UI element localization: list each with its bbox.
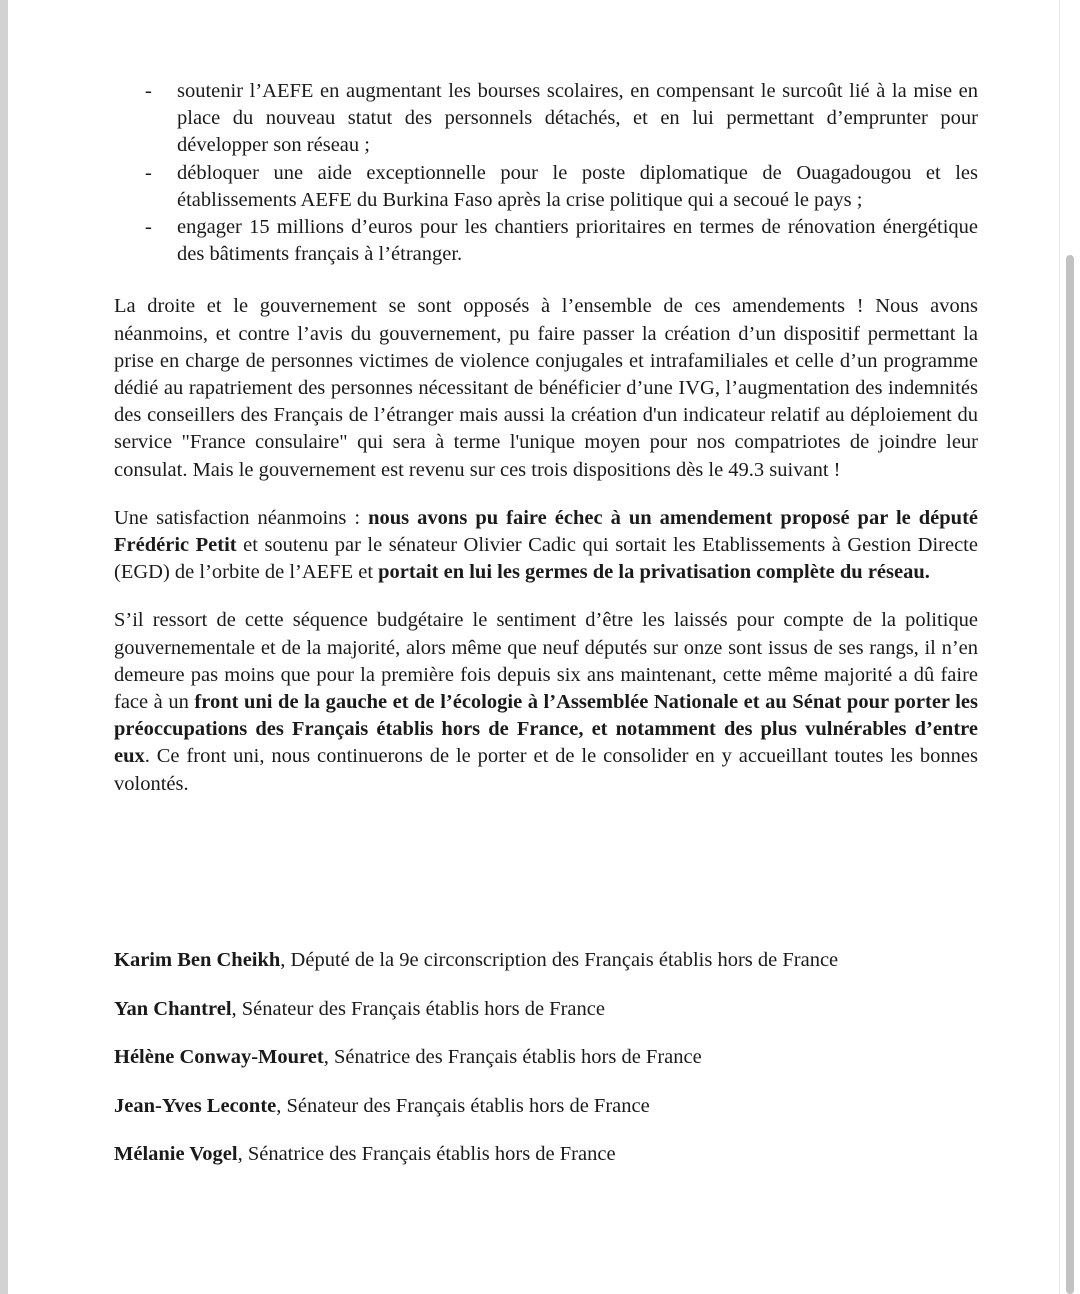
signatory-name: Yan Chantrel — [114, 997, 232, 1020]
signature-block — [114, 947, 978, 1190]
signatory-title: , Député de la 9e circonscription des Français établis hors de France — [280, 949, 839, 971]
bullet-list — [114, 78, 978, 268]
paragraph-text: Une satisfaction néanmoins : — [114, 506, 369, 529]
bullet-text: engager 15 millions d’euros pour les chantiers prioritaires en termes de rénovation énergétique des bâtiments français à l’étranger. — [177, 216, 978, 266]
signatory-title: , Sénateur des Français établis hors de France — [231, 997, 605, 1020]
bold-text: front uni de la gauche et de l’écologie à l’Assemblée Nationale et au Sénat pour porter les préoccupations des Français établis hors de France, et notamment des plus vulnérables d’entre eux — [114, 691, 978, 768]
signatory-title: , Sénatrice des Français établis hors de France — [237, 1143, 616, 1165]
signature-line — [114, 996, 978, 1045]
document-body — [114, 78, 978, 798]
bullet-dash: - — [145, 161, 152, 184]
bullet-text: débloquer une aide exceptionnelle pour le poste diplomatique de Ouagadougou et les établissements AEFE du Burkina Faso après la crise politique qui a secoué le pays ; — [177, 161, 978, 211]
signature-line — [114, 1141, 978, 1190]
list-item — [114, 160, 978, 214]
paragraph-text: S’il ressort de cette séquence budgétaire le sentiment d’être les laissés pour compte de la politique gouvernementale et de la majorité, alors même que neuf députés sur onze sont issus de ses rangs, il n’en demeure pas moins que pour la première fois depuis six ans maintenant, cette même majorité a dû faire face à un — [114, 609, 978, 714]
signatory-name: Jean-Yves Leconte — [114, 1094, 277, 1117]
list-item — [114, 78, 978, 160]
scrollbar-thumb[interactable] — [1066, 255, 1074, 1294]
signatory-name: Mélanie Vogel — [114, 1143, 238, 1165]
signature-line — [114, 1093, 978, 1142]
bullet-text: soutenir l’AEFE en augmentant les bourses scolaires, en compensant le surcoût lié à la mise en place du nouveau statut des personnels détachés, et en lui permettant d’emprunter pour développer son réseau ; — [177, 80, 978, 157]
vertical-scrollbar[interactable] — [1059, 0, 1080, 1294]
bullet-dash: - — [145, 216, 152, 239]
paragraph-opposition: La droite et le gouvernement se sont opposés à l’ensemble de ces amendements ! Nous avons néanmoins, et contre l’avis du gouvernement, pu faire passer la création d’un dispositif permettant la prise en charge de personnes victimes de violence conjugales et intrafamiliales et celle d’un programme dédié au rapatriement des personnes nécessitant de bénéficier d’une IVG, l’augmentation des indemnités des conseillers des Français de l’étranger mais aussi la création d'un indicateur relatif au déploiement du service "France consulaire" qui sera à terme l'unique moyen pour nos compatriotes de joindre leur consulat. Mais le gouvernement est revenu sur ces trois dispositions dès le 49.3 suivant ! — [114, 295, 978, 481]
bullet-dash: - — [145, 80, 152, 102]
signature-line — [114, 947, 978, 996]
signature-line — [114, 1044, 978, 1093]
signatory-title: , Sénateur des Français établis hors de France — [276, 1094, 650, 1117]
paragraph-satisfaction — [114, 505, 978, 587]
list-item — [114, 214, 978, 268]
paragraph-text: et soutenu par le sénateur Olivier Cadic qui sortait les Etablissements à Gestion Directe (EGD) de l’orbite de l’AEFE et — [114, 534, 978, 584]
signatory-name: Karim Ben Cheikh — [114, 949, 281, 971]
signatory-title: , Sénatrice des Français établis hors de France — [323, 1046, 702, 1068]
bold-text: portait en lui les germes de la privatisation complète du réseau. — [378, 561, 930, 584]
paragraph-conclusion — [114, 607, 978, 797]
document-page — [8, 0, 1060, 1294]
paragraph-text: . Ce front uni, nous continuerons de le porter et de le consolider en y accueillant toutes les bonnes volontés. — [114, 745, 978, 795]
signatory-name: Hélène Conway-Mouret — [114, 1046, 324, 1068]
bold-text: nous avons pu faire échec à un amendement proposé par le député Frédéric Petit — [114, 506, 979, 557]
